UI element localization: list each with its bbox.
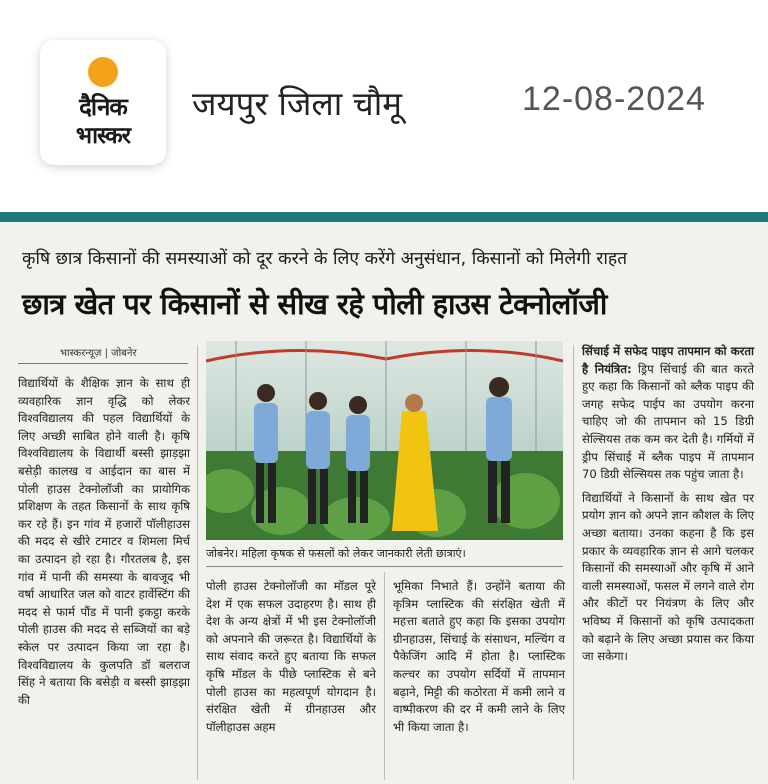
- edition-date: 12-08-2024: [522, 80, 706, 118]
- sun-icon: [88, 57, 118, 87]
- accent-divider: [0, 212, 768, 222]
- logo-text-line1: दैनिक: [79, 93, 127, 121]
- column-3-text: भूमिका निभाते हैं। उन्होंने बताया की कृत्रिम प्लास्टिक की संरक्षित खेती में महत्ता बताते हुए कहा कि इसका उपयोग ग्रीनहाउस, सिंचाई के संसाधन, मल्चिंग व पैकेजिंग आदि में होता है। प्लास्टिक कल्चर का उपयोग सर्दियों में तापमान बढ़ाने, मिट्टी की कठोरता में कमी लाने व वाष्पीकरण की दर में कमी लाने के लिए भी किया जाता है।: [393, 579, 565, 734]
- article-headline: छात्र खेत पर किसानों से सीख रहे पोली हाउस टेक्नोलॉजी: [22, 287, 607, 321]
- column-3: [393, 578, 565, 736]
- column-divider-2: [384, 572, 385, 780]
- column-4-para-2: विद्यार्थियों ने किसानों के साथ खेत पर प्रयोग ज्ञान को अपने ज्ञान कौशल के लिए अच्छा बताया। उनका कहना है कि इस प्रकार के व्यवहारिक ज्ञान से आगे चलकर किसानों की समस्याओं और कृषि में आने वाली समस्याओं, फसल में लगने वाले रोग और कीटों पर नियंत्रण के लिए और भविष्य में किसानों को कृषि उत्पादकता को बढ़ाने के लिए अच्छा प्रयास कर किया जा सकेगा।: [582, 490, 754, 664]
- photo-caption: जोबनेर। महिला कृषक से फसलों को लेकर जानकारी लेती छात्राएं।: [206, 547, 466, 560]
- byline-divider: [18, 363, 188, 364]
- caption-divider: [206, 566, 563, 567]
- column-4-subhead: सिंचाई में सफेद पाइप तापमान को करता है नियंत्रित:: [582, 344, 754, 376]
- photo-illustration: [206, 341, 563, 540]
- dainik-bhaskar-logo: [40, 40, 166, 165]
- column-divider-3: [573, 345, 574, 780]
- greenhouse-photo: [206, 341, 563, 540]
- column-2: [206, 578, 376, 736]
- column-4: [582, 343, 754, 666]
- column-divider-1: [197, 345, 198, 780]
- logo-text-line2: भास्कर: [75, 123, 131, 149]
- column-1-text: विद्यार्थियों के शैक्षिक ज्ञान के साथ ही व्यवहारिक ज्ञान वृद्धि को लेकर विश्वविद्यालय की पहल विद्यार्थियों के लिए अच्छी साबित होने वाली है। कृषि विश्वविद्यालय के विद्यार्थी बस्सी झाड़झा बसेड़ी कालख व आईदान का बास में पोली हाउस टेक्नोलॉजी का प्रायोगिक प्रशिक्षण के तहत किसानों के साथ कृषि कर रहे हैं। इन गांव में हजारों पॉलीहाउस की मदद से खीरे टमाटर व शिमला मिर्च का उत्पादन हो रहा है। गौरतलब है, इस गांव में पानी की समस्या के बावजूद भी वर्षा आधारित जल को वाटर हार्वेस्टिंग की मदद से फार्म पौंड में पानी इकट्ठा करके पोली हाउस की मदद से सब्जियों का बड़े स्केल पर उत्पादन किया जा रहा है। विश्वविद्यालय के कुलपति डॉ बलराज सिंह ने बताया कि बसेड़ी व बस्सी झाड़झा की: [18, 376, 190, 707]
- column-4-para-1: ड्रिप सिंचाई की बात करते हुए कहा कि किसानों को ब्लैक पाइप की जगह सफेद पाईप का उपयोग करना चाहिए जो की तापमान को 15 डिग्री सेल्सियस तक कम कर देती है। गर्मियों में ड्रीप सिंचाई में ब्लैक पाइप में तापमान 70 डिग्री सेल्सियस तक पहुंच जाता है।: [582, 361, 754, 482]
- edition-location: जयपुर जिला चौमू: [192, 84, 403, 123]
- article-byline: भास्करन्यूज़ | जोबनेर: [60, 348, 137, 359]
- column-1: [18, 375, 190, 709]
- article-kicker: कृषि छात्र किसानों की समस्याओं को दूर करने के लिए करेंगे अनुसंधान, किसानों को मिलेगी राहत: [22, 249, 628, 269]
- app-header: [0, 0, 768, 212]
- column-2-text: पोली हाउस टेक्नोलॉजी का मॉडल पूरे देश में एक सफल उदाहरण है। साथ ही देश के अन्य क्षेत्रों में भी इस टेक्नोलॉजी को अपनाने की जरूरत है। विद्यार्थियों के साथ संवाद करते हुए बताया कि सफल कृषि मॉडल के पीछे प्लास्टिक से बने पोली हाउस का महत्वपूर्ण योगदान है। संरक्षित खेती में ग्रीनहाउस और पॉलीहाउस अहम: [206, 579, 376, 734]
